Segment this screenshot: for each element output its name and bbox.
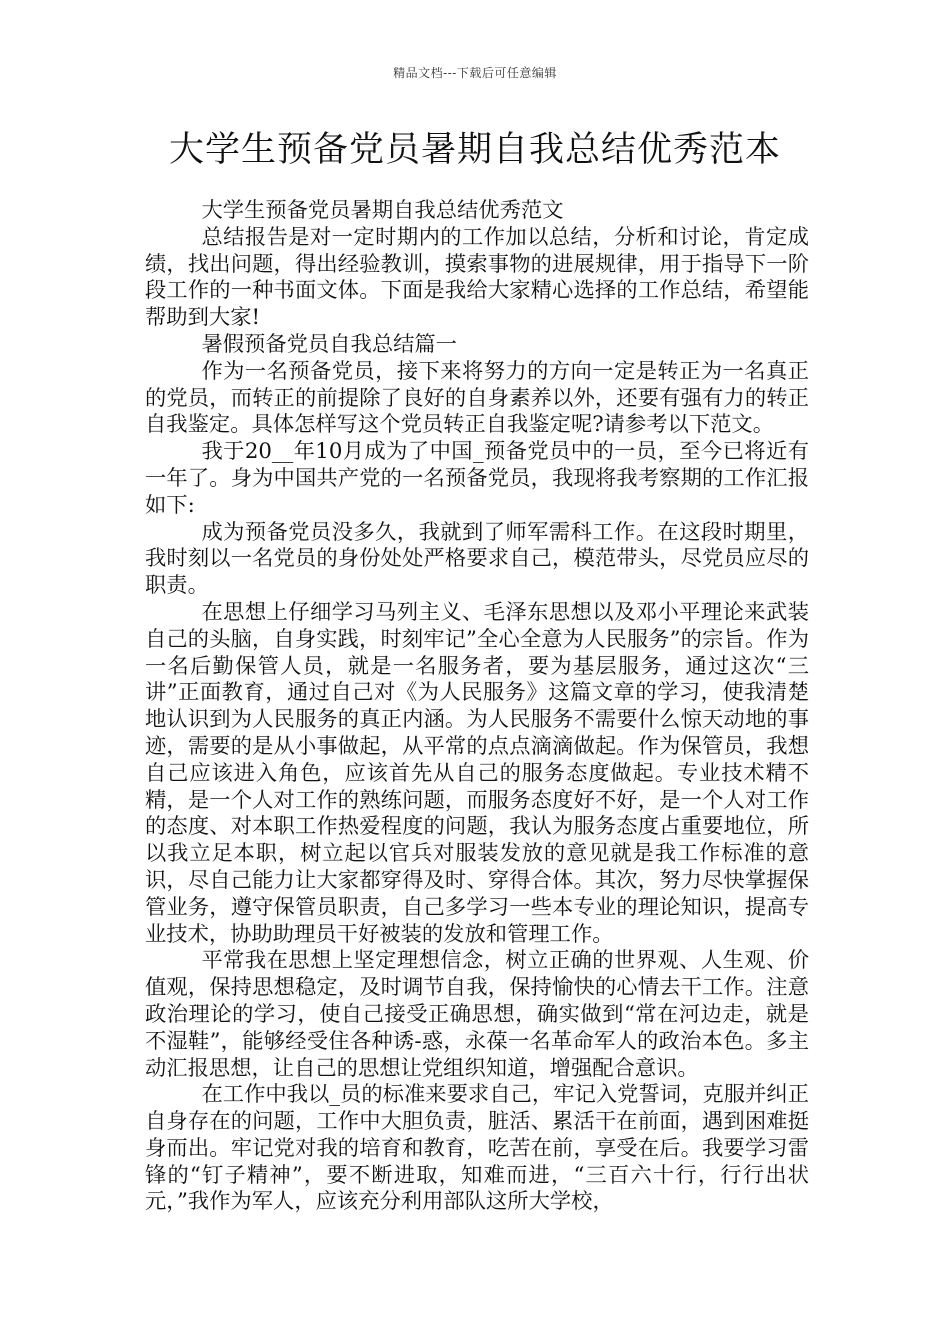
document-title: 大学生预备党员暑期自我总结优秀范本 [168,130,781,170]
header-note: 精品文档---下载后可任意编辑 [393,66,557,80]
paragraph: 在思想上仔细学习马列主义、毛泽东思想以及邓小平理论来武装自己的头脑，自身实践，时刻牢记”全心全意为人民服务”的宗旨。作为一名后勤保管人员，就是一名服务者，要为基层服务，通过这次“三讲”正面教育，通过自己对《为人民服务》这篇文章的学习，使我清楚地认识到为人民服务的真正内涵。为人民服务不需要什么惊天动地的事迹，需要的是从小事做起，从平常的点点滴滴做起。作为保管员，我想自己应该进入角色，应该首先从自己的服务态度做起。专业技术精不精，是一个人对工作的熟练问题，而服务态度好不好，是一个人对工作的态度、对本职工作热爱程度的问题，我认为服务态度占重要地位，所以我立足本职，树立起以官兵对服装发放的意见就是我工作标准的意识，尽自己能力让大家都穿得及时、穿得合体。其次，努力尽快掌握保管业务，遵守保管员职责，自己多学习一些本专业的理论知识，提高专业技术，协助助理员干好被装的发放和管理工作。 [145,599,809,947]
paragraph: 平常我在思想上坚定理想信念，树立正确的世界观、人生观、价值观，保持思想稳定，及时调节自我，保持愉快的心情去干工作。注意政治理论的学习，使自己接受正确思想，确实做到“常在河边走，就是不湿鞋”，能够经受住各种诱-惑，永葆一名革命军人的政治本色。多主动汇报思想，让自己的思想让党组织知道，增强配合意识。 [145,948,809,1081]
document-body [145,198,809,1216]
paragraph-subtitle: 大学生预备党员暑期自我总结优秀范文 [201,198,564,223]
paragraph-section-heading: 暑假预备党员自我总结篇一 [201,331,458,357]
paragraph: 作为一名预备党员，接下来将努力的方向一定是转正为一名真正的党员，而转正的前提除了良好的自身素养以外，还要有强有力的转正自我鉴定。具体怎样写这个党员转正自我鉴定呢?请参考以下范文。 [145,358,809,438]
paragraph-intro: 总结报告是对一定时期内的工作加以总结，分析和讨论，肯定成绩，找出问题，得出经验教训，摸索事物的进展规律，用于指导下一阶段工作的一种书面文体。下面是我给大家精心选择的工作总结，希望能帮助到大家! [145,224,809,331]
paragraph: 在工作中我以_员的标准来要求自己，牢记入党誓词，克服并纠正自身存在的问题，工作中大胆负责，脏活、累活干在前面，遇到困难挺身而出。牢记党对我的培育和教育，吃苦在前，享受在后。我要学习雷锋的“钉子精神”，要不断进取，知难而进，“三百六十行，行行出状元，”我作为军人，应该充分利用部队这所大学校， [145,1082,809,1215]
paragraph: 成为预备党员没多久，我就到了师军需科工作。在这段时期里，我时刻以一名党员的身份处处严格要求自己，模范带头，尽党员应尽的职责。 [145,519,809,599]
paragraph: 我于20__年10月成为了中国_预备党员中的一员，至今已将近有一年了。身为中国共产党的一名预备党员，我现将我考察期的工作汇报如下: [145,439,809,518]
